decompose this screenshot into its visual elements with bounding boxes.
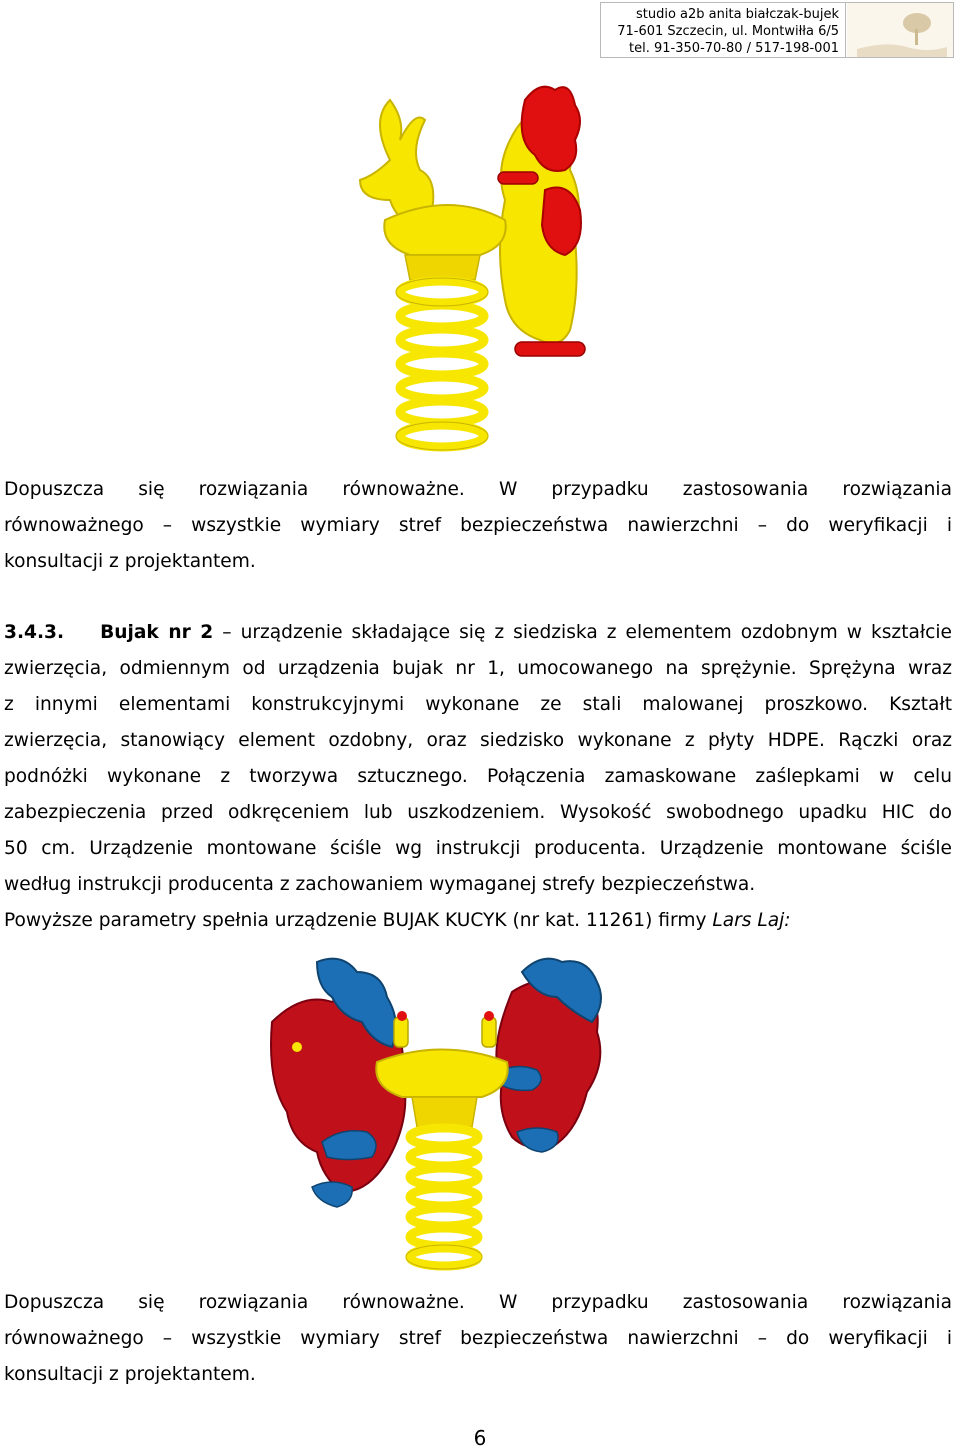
text-line: zwierzęcia, stanowiący element ozdobny, oraz siedzisko wykonane z płyty HDPE. Rączki oraz — [4, 730, 952, 751]
text-line: 50 cm. Urządzenie montowane ściśle wg instrukcji producenta. Urządzenie montowane ściśle — [4, 838, 952, 859]
seat — [384, 205, 505, 280]
company-phone: tel. 91-350-70-80 / 517-198-001 — [629, 41, 839, 56]
text-line: Dopuszcza się rozwiązania równoważne. W przypadku zastosowania rozwiązania — [4, 479, 952, 500]
section-title: Bujak nr 2 — [100, 622, 214, 643]
rooster-tail — [360, 100, 433, 223]
text-line: równoważnego – wszystkie wymiary stref bezpieczeństwa nawierzchni – do weryfikacji i — [4, 515, 952, 536]
section-bujak-2 — [4, 615, 952, 939]
letterhead-text — [601, 6, 839, 57]
text-line: według instrukcji producenta z zachowaniem wymaganej strefy bezpieczeństwa. — [4, 874, 756, 895]
page-number: 6 — [473, 1426, 487, 1450]
equivalence-note-2 — [4, 1285, 952, 1393]
section-number: 3.4.3. — [4, 622, 65, 643]
text-line: zwierzęcia, odmiennym od urządzenia bujak nr 1, umocowanego na sprężynie. Sprężyna wraz — [4, 658, 952, 679]
product-reference-line — [4, 903, 952, 939]
pony-spring-rocker-illustration — [262, 952, 612, 1282]
text-line: Dopuszcza się rozwiązania równoważne. W przypadku zastosowania rozwiązania — [4, 1292, 952, 1313]
product-reference-text: Powyższe parametry spełnia urządzenie BUJAK KUCYK (nr kat. 11261) firmy — [4, 910, 713, 931]
section-heading-line — [4, 615, 952, 651]
equivalence-note-1 — [4, 472, 952, 580]
text-line: konsultacji z projektantem. — [4, 1364, 256, 1385]
company-address: 71-601 Szczecin, ul. Montwiłła 6/5 — [617, 24, 839, 39]
text-line: podnóżki wykonane z tworzywa sztucznego. Połączenia zamaskowane zaślepkami w celu — [4, 766, 952, 787]
company-logo — [847, 3, 953, 57]
manufacturer-name: Lars Laj: — [712, 910, 791, 931]
text-line: konsultacji z projektantem. — [4, 551, 256, 572]
text-line: z innymi elementami konstrukcyjnymi wykonane ze stali malowanej proszkowo. Kształt — [4, 694, 952, 715]
letterhead — [600, 2, 954, 58]
rooster-spring-rocker-illustration — [330, 80, 610, 460]
company-name: studio a2b anita białczak-bujek — [635, 7, 839, 22]
letterhead-divider — [845, 3, 846, 57]
pony-handles — [394, 1011, 496, 1047]
section-text: – urządzenie składające się z siedziska z elementem ozdobnym w kształcie — [213, 622, 952, 643]
text-line: równoważnego – wszystkie wymiary stref bezpieczeństwa nawierzchni – do weryfikacji i — [4, 1328, 952, 1349]
pony-right-side — [496, 959, 601, 1152]
text-line: zabezpieczenia przed odkręceniem lub uszkodzeniem. Wysokość swobodnego upadku HIC do — [4, 802, 952, 823]
